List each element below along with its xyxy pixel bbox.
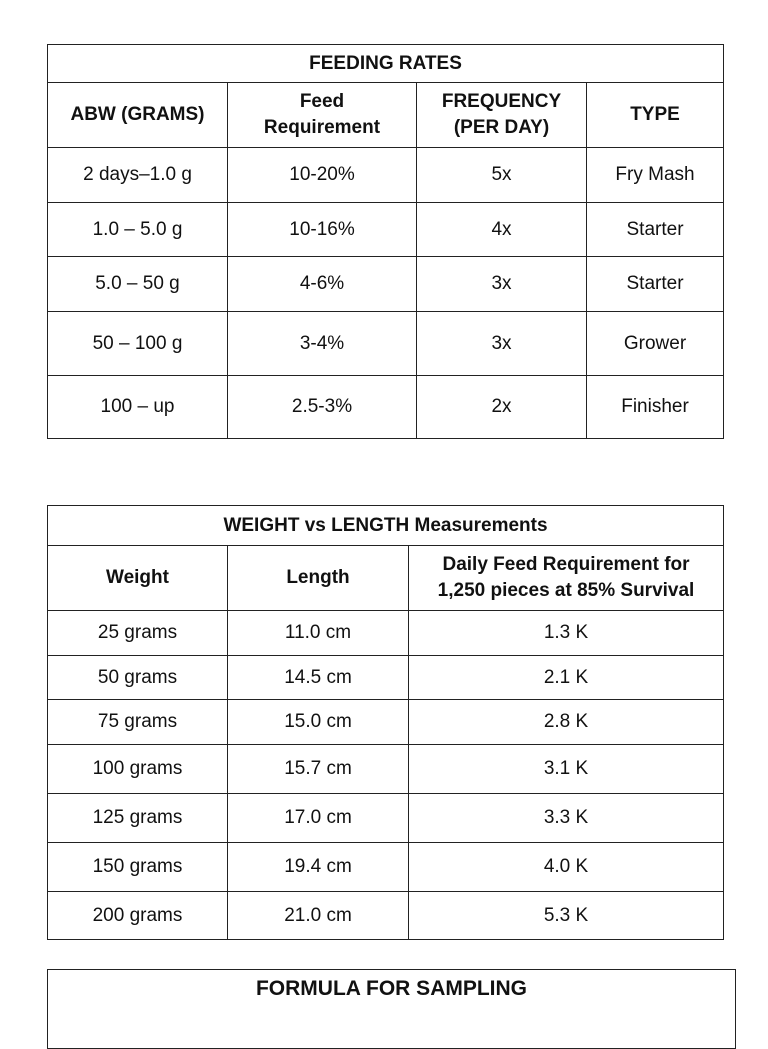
frequency-cell: 5x	[417, 148, 587, 203]
feeding-rates-table	[47, 44, 724, 439]
daily-feed-cell: 3.1 K	[409, 745, 724, 794]
type-cell: Starter	[587, 257, 724, 312]
table-row	[48, 203, 724, 257]
daily-feed-cell: 5.3 K	[409, 892, 724, 940]
abw-cell: 100 – up	[48, 376, 228, 439]
header-daily-feed-requirement: Daily Feed Requirement for 1,250 pieces at 85% Survival	[409, 546, 724, 611]
table-row	[48, 611, 724, 656]
header-length: Length	[228, 546, 409, 611]
header-feed-requirement: Feed Requirement	[228, 83, 417, 148]
table-row	[48, 376, 724, 439]
type-cell: Finisher	[587, 376, 724, 439]
length-cell: 14.5 cm	[228, 656, 409, 700]
table-row	[48, 312, 724, 376]
formula-title: FORMULA FOR SAMPLING	[255, 977, 528, 1000]
daily-feed-cell: 3.3 K	[409, 794, 724, 843]
feed-requirement-cell: 10-16%	[228, 203, 417, 257]
table-row	[48, 745, 724, 794]
type-cell: Grower	[587, 312, 724, 376]
table-row	[48, 892, 724, 940]
frequency-cell: 3x	[417, 312, 587, 376]
abw-cell: 50 – 100 g	[48, 312, 228, 376]
abw-cell: 5.0 – 50 g	[48, 257, 228, 312]
abw-cell: 2 days–1.0 g	[48, 148, 228, 203]
weight-cell: 25 grams	[48, 611, 228, 656]
table-row	[48, 656, 724, 700]
feed-requirement-cell: 10-20%	[228, 148, 417, 203]
type-cell: Fry Mash	[587, 148, 724, 203]
weight-cell: 50 grams	[48, 656, 228, 700]
length-cell: 15.7 cm	[228, 745, 409, 794]
abw-cell: 1.0 – 5.0 g	[48, 203, 228, 257]
length-cell: 11.0 cm	[228, 611, 409, 656]
frequency-cell: 4x	[417, 203, 587, 257]
daily-feed-cell: 2.8 K	[409, 700, 724, 745]
table-row	[48, 700, 724, 745]
header-frequency: FREQUENCY (PER DAY)	[417, 83, 587, 148]
header-type: TYPE	[587, 83, 724, 148]
feed-requirement-cell: 3-4%	[228, 312, 417, 376]
daily-feed-cell: 2.1 K	[409, 656, 724, 700]
length-cell: 21.0 cm	[228, 892, 409, 940]
feed-requirement-cell: 4-6%	[228, 257, 417, 312]
weight-cell: 75 grams	[48, 700, 228, 745]
table-row	[48, 148, 724, 203]
length-cell: 19.4 cm	[228, 843, 409, 892]
length-cell: 15.0 cm	[228, 700, 409, 745]
weight-cell: 100 grams	[48, 745, 228, 794]
frequency-cell: 2x	[417, 376, 587, 439]
formula-for-sampling-box	[47, 969, 736, 1049]
weight-length-title: WEIGHT vs LENGTH Measurements	[48, 506, 724, 546]
daily-feed-cell: 4.0 K	[409, 843, 724, 892]
daily-feed-cell: 1.3 K	[409, 611, 724, 656]
feeding-rates-header-row	[48, 83, 724, 148]
weight-cell: 150 grams	[48, 843, 228, 892]
feeding-rates-title: FEEDING RATES	[48, 45, 724, 83]
table-row	[48, 794, 724, 843]
table-row	[48, 843, 724, 892]
weight-length-header-row	[48, 546, 724, 611]
weight-cell: 125 grams	[48, 794, 228, 843]
frequency-cell: 3x	[417, 257, 587, 312]
feed-requirement-cell: 2.5-3%	[228, 376, 417, 439]
table-row	[48, 257, 724, 312]
header-weight: Weight	[48, 546, 228, 611]
header-abw: ABW (GRAMS)	[48, 83, 228, 148]
type-cell: Starter	[587, 203, 724, 257]
weight-length-table	[47, 505, 724, 940]
length-cell: 17.0 cm	[228, 794, 409, 843]
weight-cell: 200 grams	[48, 892, 228, 940]
